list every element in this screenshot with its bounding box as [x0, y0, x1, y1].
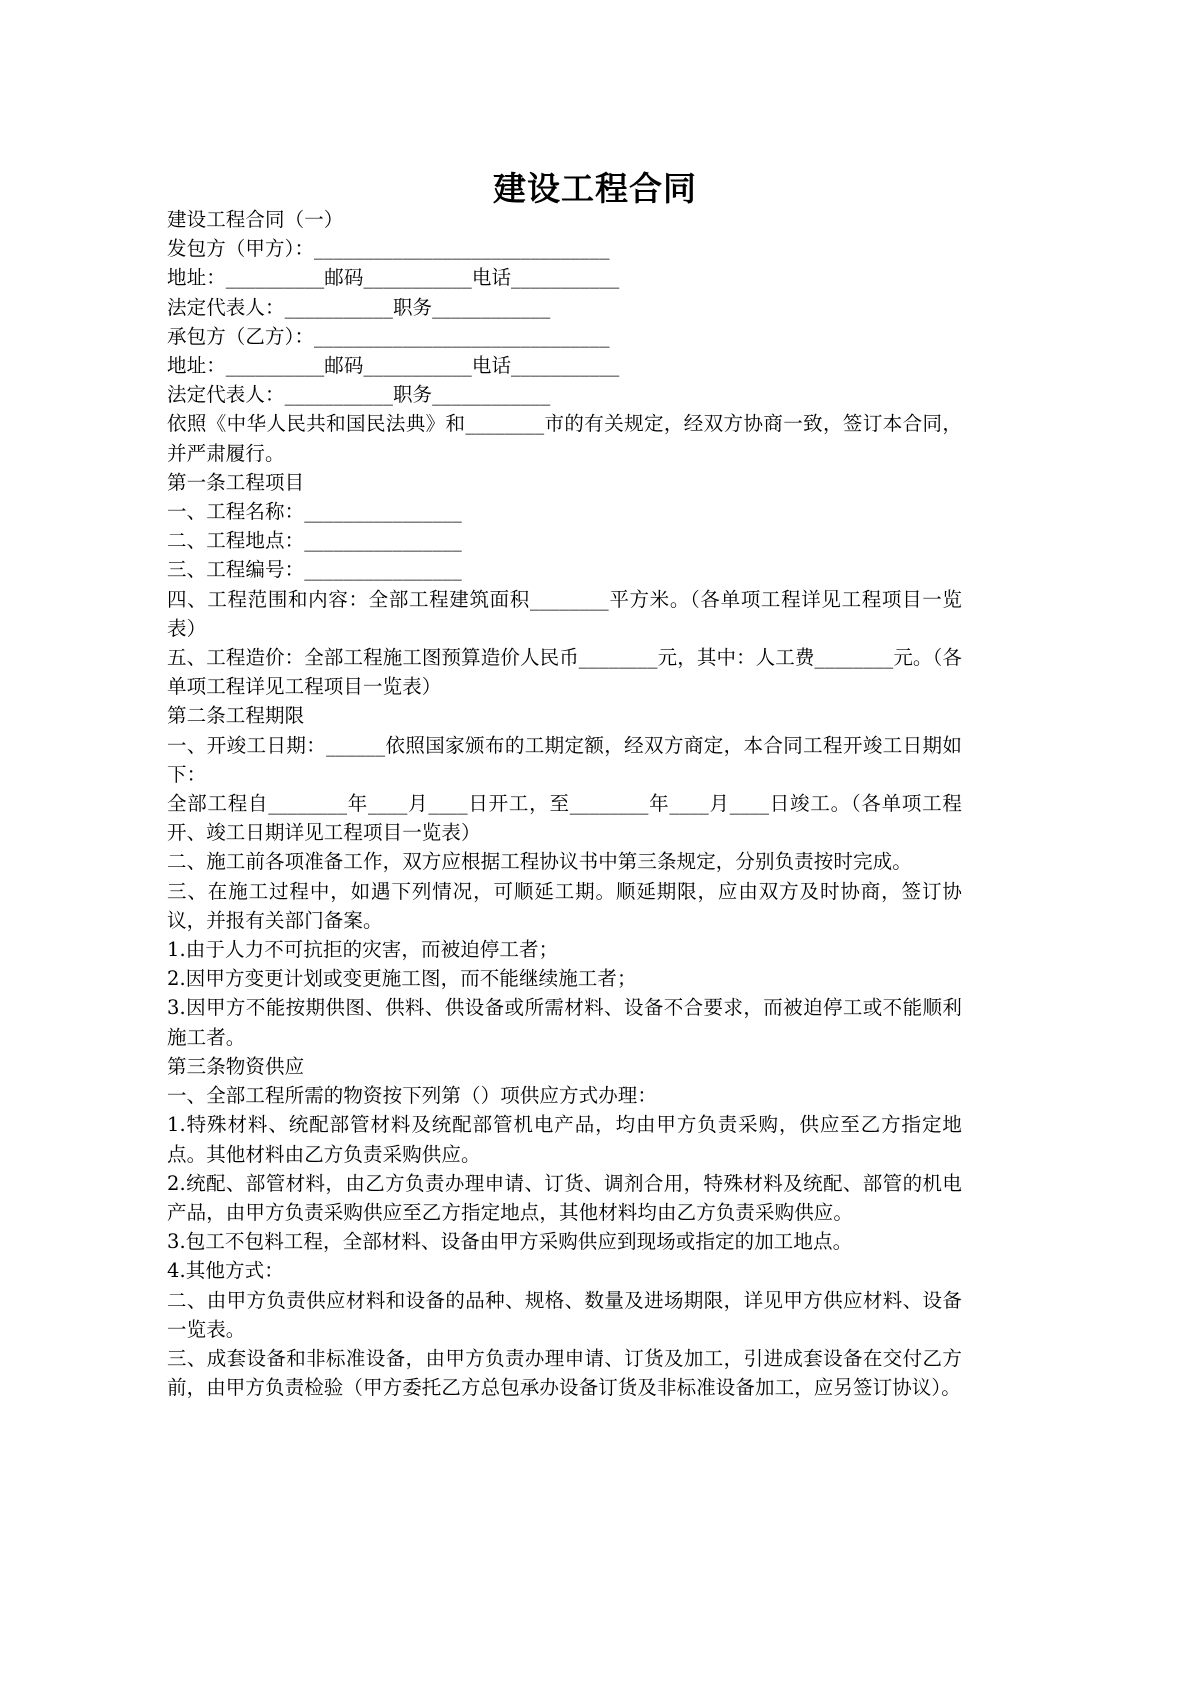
contract-line: 3.包工不包料工程，全部材料、设备由甲方采购供应到现场或指定的加工地点。 — [167, 1230, 853, 1254]
contract-line: 地址：__________邮码___________电话___________ — [167, 266, 620, 290]
contract-body — [167, 205, 962, 1402]
contract-line: 建设工程合同（一） — [167, 208, 344, 231]
contract-line: 1.特殊材料、统配部管材料及统配部管机电产品，均由甲方负责采购，供应至乙方指定地点。其他材料由乙方负责采购供应。 — [167, 1113, 962, 1166]
contract-line: 2.因甲方变更计划或变更施工图，而不能继续施工者； — [167, 967, 637, 991]
contract-line: 发包方（甲方）：______________________________ — [167, 237, 610, 261]
contract-line: 法定代表人：___________职务____________ — [167, 295, 551, 319]
contract-line: 二、施工前各项准备工作，双方应根据工程协议书中第三条规定，分别负责按时完成。 — [167, 850, 912, 874]
contract-line: 三、工程编号：________________ — [167, 558, 462, 582]
contract-line: 全部工程自________年____月____日开工，至________年____月____日竣工。（各单项工程开、竣工日期详见工程项目一览表） — [167, 792, 962, 845]
contract-line: 四、工程范围和内容：全部工程建筑面积________平方米。（各单项工程详见工程项目一览表） — [167, 587, 962, 640]
contract-line: 1.由于人力不可抗拒的灾害，而被迫停工者； — [167, 938, 559, 962]
contract-line: 二、工程地点：________________ — [167, 529, 462, 553]
contract-line: 2.统配、部管材料，由乙方负责办理申请、订货、调剂合用，特殊材料及统配、部管的机电产品，由甲方负责采购供应至乙方指定地点，其他材料均由乙方负责采购供应。 — [167, 1171, 962, 1224]
contract-line: 一、工程名称：________________ — [167, 500, 462, 524]
contract-line: 第三条物资供应 — [167, 1054, 305, 1078]
contract-line: 一、开竣工日期：______依照国家颁布的工期定额，经双方商定，本合同工程开竣工日期如下： — [167, 733, 962, 786]
contract-line: 第一条工程项目 — [167, 470, 305, 494]
contract-line: 3.因甲方不能按期供图、供料、供设备或所需材料、设备不合要求，而被迫停工或不能顺利施工者。 — [167, 996, 962, 1049]
contract-line: 第二条工程期限 — [167, 704, 305, 728]
contract-line: 一、全部工程所需的物资按下列第（）项供应方式办理： — [167, 1084, 658, 1108]
page-title: 建设工程合同 — [493, 169, 697, 209]
contract-line: 三、成套设备和非标准设备，由甲方负责办理申请、订货及加工，引进成套设备在交付乙方前，由甲方负责检验（甲方委托乙方总包承办设备订货及非标准设备加工，应另签订协议）。 — [167, 1346, 962, 1400]
contract-line: 法定代表人：___________职务____________ — [167, 383, 551, 407]
contract-line: 承包方（乙方）：______________________________ — [167, 324, 610, 348]
contract-line: 依照《中华人民共和国民法典》和________市的有关规定，经双方协商一致，签订本合同，并严肃履行。 — [167, 412, 962, 465]
contract-line: 二、由甲方负责供应材料和设备的品种、规格、数量及进场期限，详见甲方供应材料、设备一览表。 — [167, 1288, 962, 1341]
contract-line: 地址：__________邮码___________电话___________ — [167, 354, 620, 378]
contract-line: 4.其他方式： — [167, 1259, 284, 1283]
contract-line: 三、在施工过程中，如遇下列情况，可顺延工期。顺延期限，应由双方及时协商，签订协议，并报有关部门备案。 — [167, 879, 962, 932]
contract-line: 五、工程造价：全部工程施工图预算造价人民币________元，其中：人工费________元。（各单项工程详见工程项目一览表） — [167, 646, 962, 699]
